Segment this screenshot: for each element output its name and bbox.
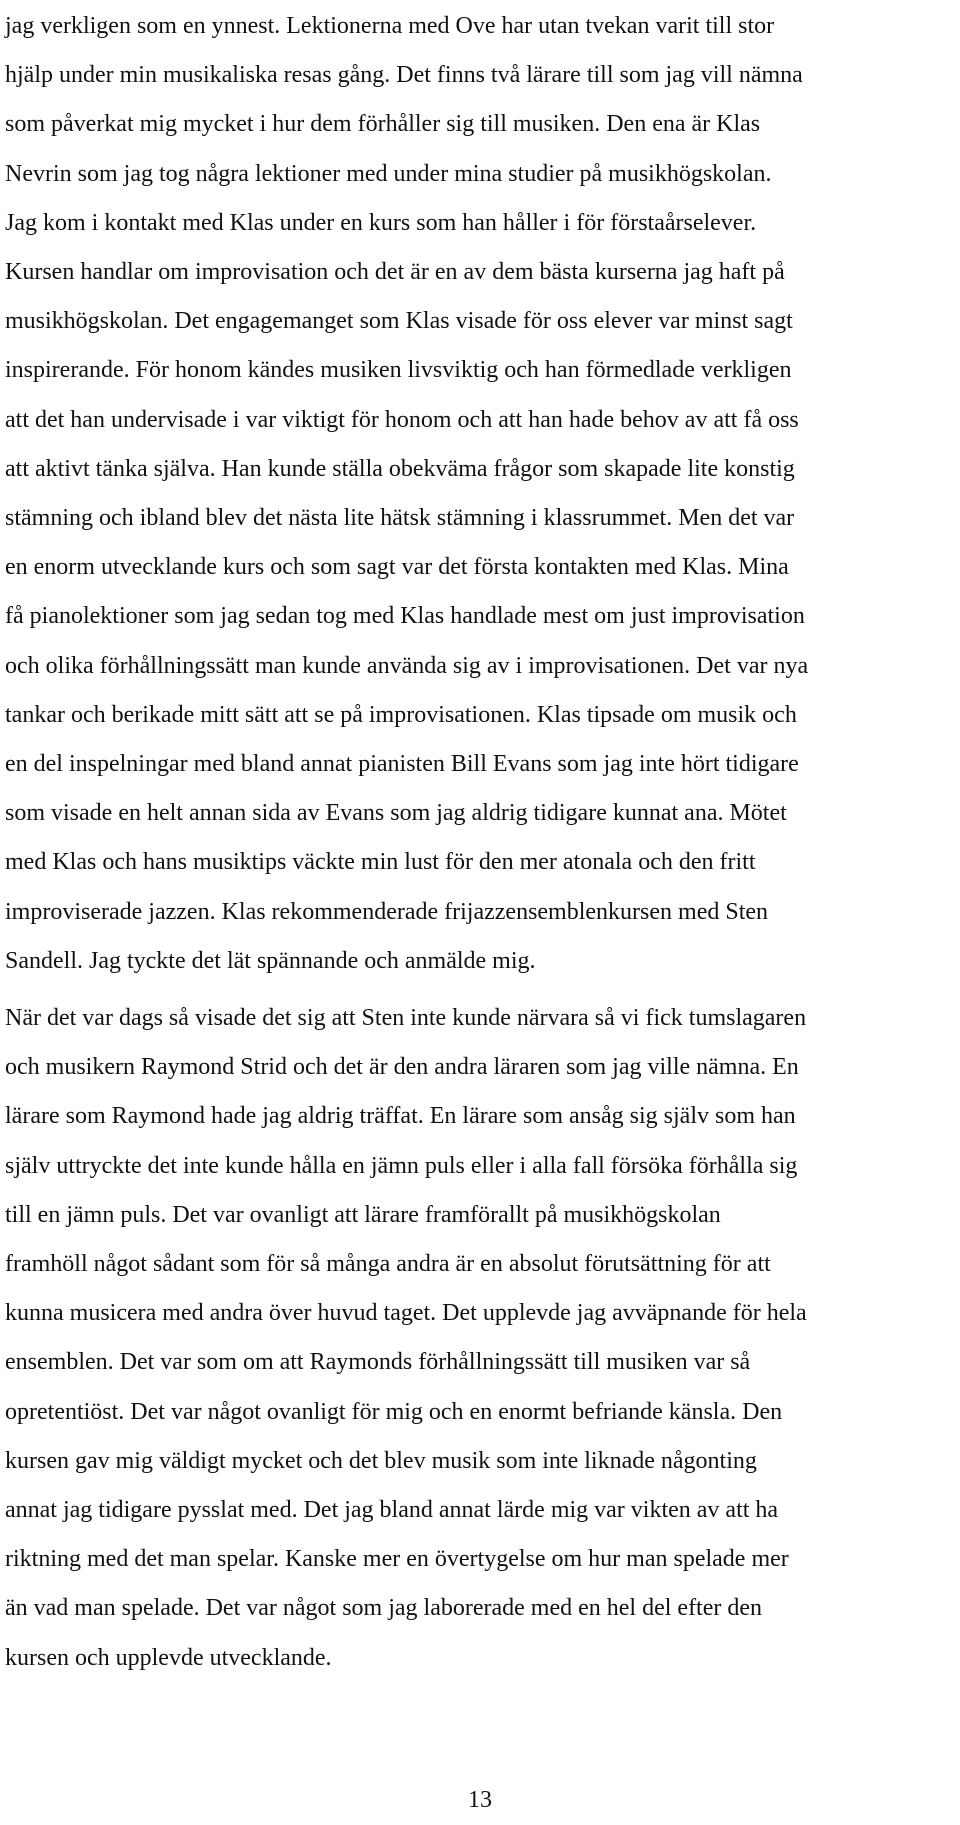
text-line: jag verkligen som en ynnest. Lektionerna med Ove har utan tvekan varit till stor <box>5 13 775 39</box>
text-line: och olika förhållningssätt man kunde använda sig av i improvisationen. Det var nya <box>5 652 809 679</box>
text-line: hjälp under min musikaliska resas gång. Det finns två lärare till som jag vill nämna <box>5 62 803 89</box>
text-line: Jag kom i kontakt med Klas under en kurs som han håller i för förstaårselever. <box>5 209 757 236</box>
text-line: kunna musicera med andra över huvud taget. Det upplevde jag avväpnande för hela <box>5 1300 807 1327</box>
page-number: 13 <box>468 1787 492 1813</box>
text-line: en enorm utvecklande kurs och som sagt var det första kontakten med Klas. Mina <box>5 554 789 581</box>
text-line: själv uttryckte det inte kunde hålla en jämn puls eller i alla fall försöka förhålla sig <box>5 1152 798 1179</box>
text-line: kursen och upplevde utvecklande. <box>5 1644 332 1671</box>
text-line: opretentiöst. Det var något ovanligt för mig och en enormt befriande känsla. Den <box>5 1398 783 1425</box>
text-line: och musikern Raymond Strid och det är den andra läraren som jag ville nämna. En <box>5 1054 799 1081</box>
text-line: stämning och ibland blev det nästa lite hätsk stämning i klassrummet. Men det var <box>5 505 795 532</box>
text-line: ensemblen. Det var som om att Raymonds förhållningssätt till musiken var så <box>5 1349 751 1376</box>
text-line: en del inspelningar med bland annat pianisten Bill Evans som jag inte hört tidigare <box>5 751 799 778</box>
text-line: Sandell. Jag tyckte det lät spännande och anmälde mig. <box>5 947 536 974</box>
text-line: att det han undervisade i var viktigt för honom och att han hade behov av att få oss <box>5 406 799 433</box>
text-line: annat jag tidigare pysslat med. Det jag bland annat lärde mig var vikten av att ha <box>5 1497 779 1524</box>
text-line: som visade en helt annan sida av Evans som jag aldrig tidigare kunnat ana. Mötet <box>5 800 787 827</box>
text-line: riktning med det man spelar. Kanske mer en övertygelse om hur man spelade mer <box>5 1546 789 1573</box>
text-line: Kursen handlar om improvisation och det är en av dem bästa kurserna jag haft på <box>5 259 785 286</box>
text-line: med Klas och hans musiktips väckte min lust för den mer atonala och den fritt <box>5 849 756 876</box>
text-line: inspirerande. För honom kändes musiken livsviktig och han förmedlade verkligen <box>5 357 792 384</box>
text-line: att aktivt tänka själva. Han kunde ställa obekväma frågor som skapade lite konstig <box>5 455 795 482</box>
text-line: som påverkat mig mycket i hur dem förhåller sig till musiken. Den ena är Klas <box>5 111 761 138</box>
text-line: till en jämn puls. Det var ovanligt att lärare framförallt på musikhögskolan <box>5 1201 721 1228</box>
text-line: framhöll något sådant som för så många andra är en absolut förutsättning för att <box>5 1251 771 1278</box>
text-line: än vad man spelade. Det var något som jag laborerade med en hel del efter den <box>5 1595 763 1622</box>
text-line: När det var dags så visade det sig att Sten inte kunde närvara så vi fick tumslagaren <box>5 1005 807 1031</box>
text-line: lärare som Raymond hade jag aldrig träffat. En lärare som ansåg sig själv som han <box>5 1103 796 1130</box>
text-line: improviserade jazzen. Klas rekommenderade frijazzensemblenkursen med Sten <box>5 898 769 925</box>
paragraph-2 <box>5 994 953 1683</box>
text-line: musikhögskolan. Det engagemanget som Klas visade för oss elever var minst sagt <box>5 308 793 335</box>
text-line: få pianolektioner som jag sedan tog med Klas handlade mest om just improvisation <box>5 603 805 630</box>
text-line: kursen gav mig väldigt mycket och det blev musik som inte liknade någonting <box>5 1447 757 1474</box>
text-line: Nevrin som jag tog några lektioner med under mina studier på musikhögskolan. <box>5 160 772 187</box>
text-line: tankar och berikade mitt sätt att se på improvisationen. Klas tipsade om musik och <box>5 701 797 728</box>
paragraph-1 <box>5 2 953 986</box>
